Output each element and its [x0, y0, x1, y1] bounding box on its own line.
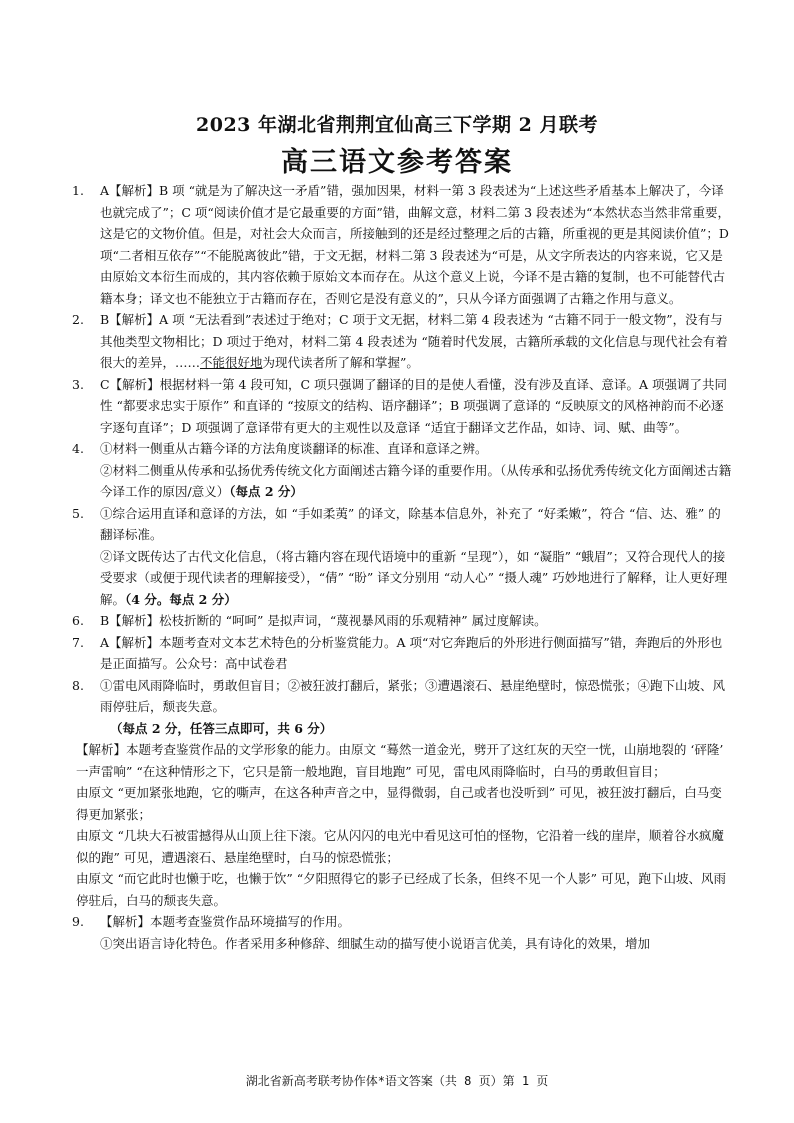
- answer-point: ①综合运用直译和意译的方法，如 “手如柔荑” 的译文，除基本信息外，补充了 “好柔嫩”，符合 “信、达、雅” 的翻译标准。: [100, 505, 721, 542]
- answer-text: 【解析】本题考查鉴赏作品环境描写的作用。: [100, 914, 351, 929]
- item-number: 9.: [72, 914, 84, 929]
- answer-item-1: [72, 180, 732, 309]
- item-number: 6.: [72, 613, 84, 628]
- answer-point: ①突出语言诗化特色。作者采用多种修辞、细腻生动的描写使小说语言优美，具有诗化的效果，增加: [100, 935, 651, 951]
- analysis-paragraph: 【解析】本题考查鉴赏作品的文学形象的能力。由原文 “蓦然一道金光，劈开了这红灰的天空一恍，山崩地裂的 ‘砰隆’ 一声雷响” “在这种情形之下，它只是箭一般地跑，盲目地跑” 可见，雷电风雨降临时，白马的勇敢但盲目；: [76, 742, 724, 779]
- page-footer: 湖北省新高考联考协作体*语文答案（共 8 页）第 1 页: [245, 1074, 549, 1088]
- exam-title: 2023 年湖北省荆荆宜仙高三下学期 2 月联考: [196, 114, 598, 136]
- page-title: 高三语文参考答案: [281, 147, 513, 178]
- answer-text: [100, 309, 732, 374]
- answer-text: B【解析】松枝折断的 “呵呵” 是拟声词，“蔑视暴风雨的乐观精神” 属过度解读。: [100, 613, 547, 628]
- answer-point-text: ②材料二侧重从传承和弘扬优秀传统文化方面阐述古籍今译的重要作用。（从传承和弘扬优秀传统文化方面阐述古籍今译工作的原因/意义）: [100, 462, 732, 499]
- answer-point: [100, 460, 732, 503]
- answer-text: A【解析】本题考查对文本艺术特色的分析鉴赏能力。A 项“对它奔跑后的外形进行侧面描写”错，奔跑后的外形也是正面描写。公众号：高中试卷君: [100, 634, 723, 671]
- underlined-phrase: 不能很好地: [200, 355, 263, 370]
- answer-text: A【解析】B 项 “就是为了解决这一矛盾”错，强加因果，材料一第 3 段表述为“上述这些矛盾基本上解决了，今译也就完成了”；C 项“阅读价值才是它最重要的方面”错，曲解文意，材料二第 3 段表述为“本然状态当然非常重要，这是它的文物价值。但是，对社会大众而言，所接触到的还是经过整理之后的古籍，所重视的更是其阅读价值”；D 项“二者相互依存”“不能脱离彼此”错，于文无据，材料二第 3 段表述为“可是，从文字所表达的内容来说，它又是由原始文本衍生而成的，其内容依赖于原始文本而存在。从这个意义上说，今译不是古籍的复制，也不可能替代古籍本身；译文也不能独立于古籍而存在，否则它是没有意义的”，只从今译方面强调了古籍之作用与意义。: [100, 183, 731, 306]
- answer-item-8: [72, 675, 732, 912]
- answer-content: [72, 180, 732, 954]
- item-number: 5.: [72, 505, 84, 521]
- answer-text-part: B【解析】A 项 “无法看到”表述过于绝对；C 项于文无据，材料二第 4 段表述为 “古籍不同于一般文物”，没有与其他类型文物相比；D 项过于绝对，材料二第 4 段表述为 “随着时代发展，古籍所承载的文化信息与现代社会有着很大的差异，……: [100, 312, 728, 370]
- item-number: 3.: [72, 376, 84, 392]
- answer-text: ①雷电风雨降临时，勇敢但盲目；②被狂波打翻后，紧张；③遭遇滚石、悬崖绝壁时，惊恐慌张；④跑下山坡、风雨停驻后，颓丧失意。: [100, 677, 726, 714]
- analysis-paragraph: 由原文 “更加紧张地跑，它的嘶声，在这各种声音之中，显得微弱，自己或者也没听到” 可见，被狂波打翻后，白马变得更加紧张；: [76, 785, 722, 822]
- analysis-paragraph: 由原文 “几块大石被雷撼得从山顶上往下滚。它从闪闪的电光中看见这可怕的怪物，它沿着一线的崖岸，顺着谷水疯魔似的跑” 可见，遭遇滚石、悬崖绝壁时，白马的惊恐慌张；: [76, 828, 724, 865]
- score-note: （4 分。每点 2 分）: [125, 591, 237, 607]
- item-number: 4.: [72, 441, 84, 456]
- answer-item-7: [72, 632, 732, 675]
- answer-item-9: [72, 911, 732, 954]
- score-note: （每点 2 分）: [229, 484, 303, 499]
- answer-item-6: [72, 610, 732, 632]
- score-note: （每点 2 分，任答三点即可，共 6 分）: [110, 720, 333, 736]
- answer-item-5: [72, 503, 732, 611]
- answer-item-3: [72, 374, 732, 439]
- answer-item-2: [72, 309, 732, 374]
- answer-point: [100, 546, 732, 611]
- answer-text: C【解析】根据材料一第 4 段可知，C 项只强调了翻译的目的是使人看懂，没有涉及直译、意译。A 项强调了共同性 “都要求忠实于原作” 和直译的 “按原文的结构、语序翻译”；B 项强调了意译的 “反映原文的风格神韵而不必逐字逐句直译”；D 项强调了意译带有更大的主观性以及意译 “适宜于翻译文艺作品，如诗、词、赋、曲等”。: [100, 376, 728, 435]
- item-number: 7.: [72, 634, 84, 650]
- answer-item-4: [72, 438, 732, 503]
- answer-text-part: 为现代读者所了解和掌握”。: [262, 355, 419, 370]
- answer-point-text: ②译文既传达了古代文化信息，（将古籍内容在现代语境中的重新 “呈现”），如 “凝脂” “蛾眉”；又符合现代人的接受要求（或便于现代读者的理解接受），“倩” “盼” 译文分别用 “动人心” “摄人魂” 巧妙地进行了解释，让人更好理解。: [100, 548, 728, 607]
- item-number: 2.: [72, 312, 84, 327]
- item-number: 1.: [72, 183, 84, 198]
- item-number: 8.: [72, 677, 84, 693]
- answer-point: ①材料一侧重从古籍今译的方法角度谈翻译的标准、直译和意译之辨。: [100, 441, 488, 456]
- analysis-paragraph: 由原文 “而它此时也懒于吃，也懒于饮” “夕阳照得它的影子已经成了长条，但终不见一个人影” 可见，跑下山坡、风雨停驻后，白马的颓丧失意。: [76, 871, 726, 908]
